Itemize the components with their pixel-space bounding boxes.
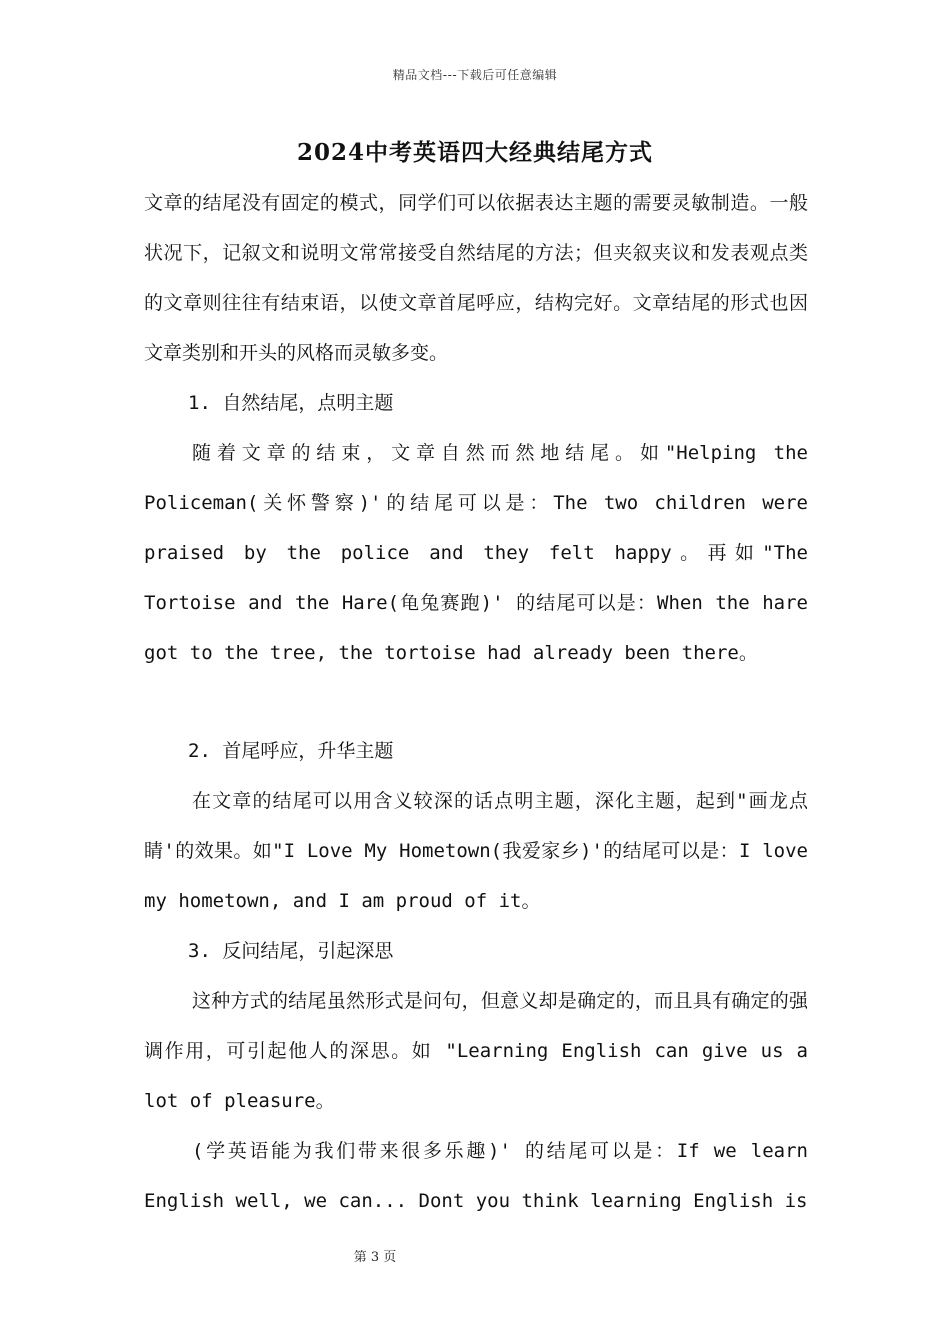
- page-header: 精品文档---下载后可任意编辑: [392, 68, 558, 82]
- section-2-paragraph: 在文章的结尾可以用含义较深的话点明主题，深化主题，起到"画龙点睛'的效果。如"I Love My Hometown(我爱家乡)'的结尾可以是：I love my hometown, and I am proud of it。: [144, 790, 808, 912]
- section-3-paragraph-continued: (学英语能为我们带来很多乐趣)' 的结尾可以是：If we learn English well, we can... Dont you think learning English is: [144, 1140, 808, 1212]
- page-number: 第 3 页: [353, 1250, 397, 1265]
- section-heading-1: 1. 自然结尾，点明主题: [188, 392, 394, 414]
- blank-line: [144, 678, 808, 726]
- section-1-paragraph: 随着文章的结束，文章自然而然地结尾。如"Helping the Policeman(关怀警察)'的结尾可以是：The two children were praised by the police and they felt happy。再如"The Tortoise and the Hare(龟兔赛跑)' 的结尾可以是：When the hare got to the tree, the tortoise had already been there。: [144, 442, 808, 664]
- section-heading-3: 3. 反问结尾，引起深思: [188, 940, 394, 962]
- section-heading-2: 2. 首尾呼应，升华主题: [188, 740, 394, 762]
- document-title: 2024中考英语四大经典结尾方式: [296, 139, 653, 166]
- section-3-paragraph: 这种方式的结尾虽然形式是问句，但意义却是确定的，而且具有确定的强调作用，可引起他人的深思。如 "Learning English can give us a lot of pleasure。: [144, 990, 808, 1112]
- document-body: [144, 178, 808, 1226]
- intro-paragraph: 文章的结尾没有固定的模式，同学们可以依据表达主题的需要灵敏制造。一般状况下，记叙文和说明文常常接受自然结尾的方法；但夹叙夹议和发表观点类的文章则往往有结束语，以使文章首尾呼应，结构完好。文章结尾的形式也因文章类别和开头的风格而灵敏多变。: [144, 192, 808, 364]
